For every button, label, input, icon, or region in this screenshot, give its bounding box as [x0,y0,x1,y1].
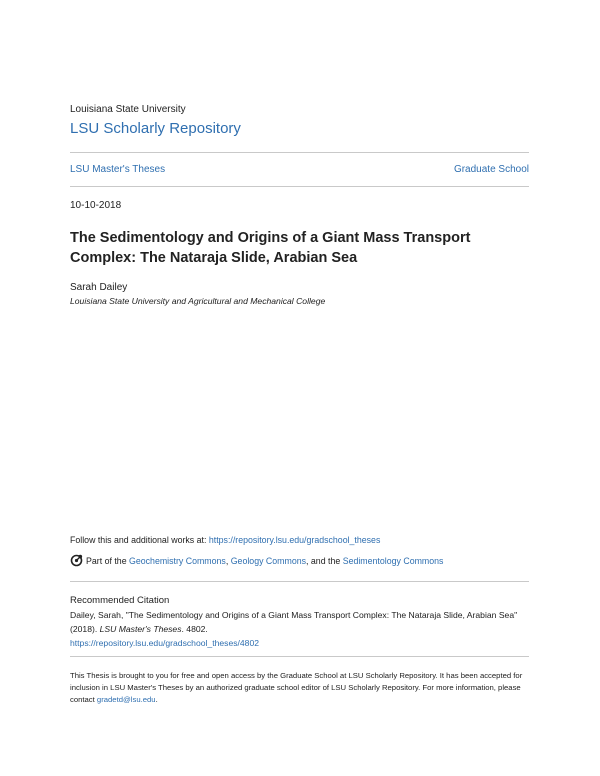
geology-commons-link[interactable]: Geology Commons [230,555,307,566]
follow-prefix: Follow this and additional works at: [70,535,209,545]
network-icon [70,554,83,567]
part-of-prefix: Part of the [86,555,130,566]
access-notice [70,670,532,706]
publication-date: 10-10-2018 [70,200,122,211]
notice-end: . [155,695,158,704]
follow-url-link[interactable]: https://repository.lsu.edu/gradschool_theses [208,535,381,545]
notice-text: This Thesis is brought to you for free and open access by the Graduate School at LSU Scholarly Repository. It has been accepted for inclusion in LSU Master's Theses by an authorized graduate school editor of LSU Scholarly Repository. For more information, please contact [70,671,523,704]
contact-email-link[interactable]: gradetd@lsu.edu [96,695,156,704]
part-of-separator: , [225,555,231,566]
citation-text [70,608,530,650]
citation-number: . 4802. [181,624,208,634]
geochemistry-commons-link[interactable]: Geochemistry Commons [129,555,226,566]
author-name: Sarah Dailey [70,282,128,293]
follow-line [70,535,380,545]
citation-body: Dailey, Sarah, "The Sedimentology and Origins of a Giant Mass Transport Complex: The Nataraja Slide, Arabian Sea" (2018). [70,610,518,634]
recommended-citation-heading: Recommended Citation [70,595,170,606]
divider-nav [70,186,529,187]
series-link[interactable]: LSU Master's Theses [70,164,166,175]
part-of-line [70,554,443,567]
repository-link[interactable]: LSU Scholarly Repository [70,120,241,137]
sedimentology-commons-link[interactable]: Sedimentology Commons [342,555,444,566]
part-of-separator-and: , and the [306,555,343,566]
author-affiliation: Louisiana State University and Agricultural and Mechanical College [70,296,326,306]
citation-series: LSU Master's Theses [99,624,182,634]
institution-name: Louisiana State University [70,104,186,115]
paper-title: The Sedimentology and Origins of a Giant Mass Transport Complex: The Nataraja Slide, Arabian Sea [70,230,471,266]
graduate-school-link[interactable]: Graduate School [453,164,529,175]
divider-top [70,152,529,153]
divider-citation [70,581,529,582]
divider-notice [70,656,529,657]
citation-url-link[interactable]: https://repository.lsu.edu/gradschool_theses/4802 [70,638,260,648]
